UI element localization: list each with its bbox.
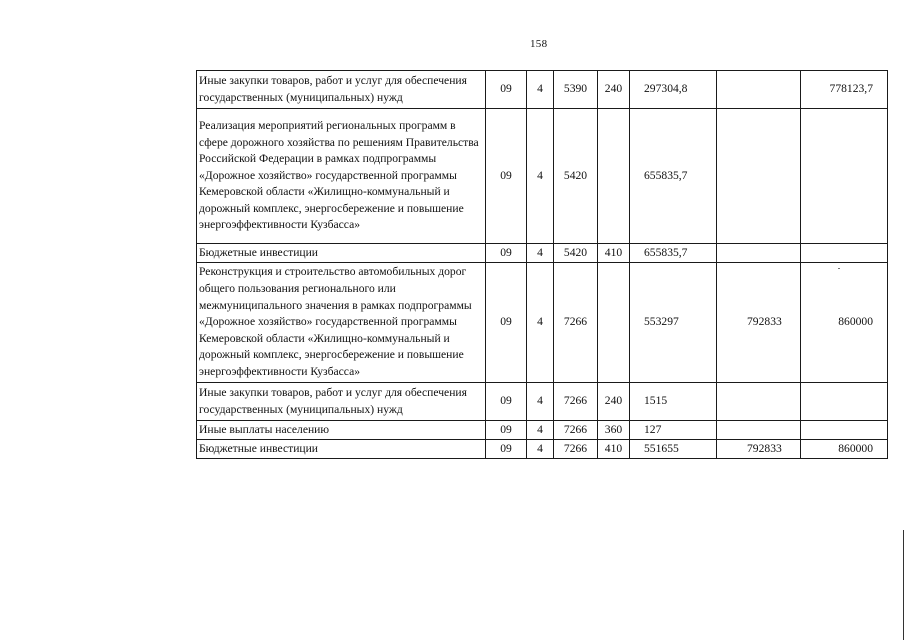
row-name: Иные выплаты населению (197, 421, 486, 440)
table-row (197, 440, 888, 459)
vr-cell: 240 (598, 383, 630, 421)
cs-cell: 5420 (554, 109, 598, 244)
year2-cell: 792833 (717, 440, 801, 459)
rz-cell: 09 (486, 244, 527, 263)
table-row (197, 244, 888, 263)
year1-cell: 1515 (630, 383, 717, 421)
year3-cell (801, 109, 888, 244)
year2-cell (717, 421, 801, 440)
year2-cell (717, 244, 801, 263)
scan-speck (838, 268, 840, 269)
cs-cell: 5390 (554, 71, 598, 109)
year1-cell: 553297 (630, 263, 717, 383)
year2-cell (717, 383, 801, 421)
vr-cell: 360 (598, 421, 630, 440)
rz-cell: 09 (486, 71, 527, 109)
row-name: Реконструкция и строительство автомобильных дорог общего пользования регионального или межмуниципального значения в рамках подпрограммы «Дорожное хозяйство» государственной программы Кемеровской области «Жилищно-коммунальный и дорожный комплекс, энергосбережение и повышение энергоэффективности Кузбасса» (197, 263, 486, 383)
cs-cell: 5420 (554, 244, 598, 263)
vr-cell (598, 109, 630, 244)
scan-edge-line (903, 530, 904, 640)
pr-cell: 4 (527, 440, 554, 459)
pr-cell: 4 (527, 383, 554, 421)
rz-cell: 09 (486, 440, 527, 459)
table-row (197, 263, 888, 383)
row-name: Иные закупки товаров, работ и услуг для обеспечения государственных (муниципальных) нужд (197, 383, 486, 421)
year1-cell: 551655 (630, 440, 717, 459)
rz-cell: 09 (486, 421, 527, 440)
table-row (197, 71, 888, 109)
year3-cell (801, 244, 888, 263)
year1-cell: 655835,7 (630, 244, 717, 263)
cs-cell: 7266 (554, 263, 598, 383)
pr-cell: 4 (527, 71, 554, 109)
row-name: Бюджетные инвестиции (197, 440, 486, 459)
row-name: Бюджетные инвестиции (197, 244, 486, 263)
vr-cell: 240 (598, 71, 630, 109)
year1-cell: 655835,7 (630, 109, 717, 244)
table-row (197, 421, 888, 440)
year3-cell: 860000 (801, 263, 888, 383)
rz-cell: 09 (486, 109, 527, 244)
year2-cell (717, 71, 801, 109)
rz-cell: 09 (486, 383, 527, 421)
table-row (197, 383, 888, 421)
vr-cell (598, 263, 630, 383)
year3-cell (801, 421, 888, 440)
year1-cell: 127 (630, 421, 717, 440)
page-number: 158 (530, 38, 548, 50)
cs-cell: 7266 (554, 383, 598, 421)
row-name: Иные закупки товаров, работ и услуг для обеспечения государственных (муниципальных) нужд (197, 71, 486, 109)
pr-cell: 4 (527, 263, 554, 383)
year3-cell: 860000 (801, 440, 888, 459)
table-row (197, 109, 888, 244)
year3-cell (801, 383, 888, 421)
year2-cell: 792833 (717, 263, 801, 383)
pr-cell: 4 (527, 244, 554, 263)
pr-cell: 4 (527, 109, 554, 244)
row-name: Реализация мероприятий региональных программ в сфере дорожного хозяйства по решениям Правительства Российской Федерации в рамках подпрограммы «Дорожное хозяйство» государственной программы Кемеровской области «Жилищно-коммунальный и дорожный комплекс, энергосбережение и повышение энергоэффективности Кузбасса» (197, 109, 486, 244)
year2-cell (717, 109, 801, 244)
year1-cell: 297304,8 (630, 71, 717, 109)
cs-cell: 7266 (554, 421, 598, 440)
vr-cell: 410 (598, 440, 630, 459)
year3-cell: 778123,7 (801, 71, 888, 109)
budget-table (196, 70, 888, 459)
vr-cell: 410 (598, 244, 630, 263)
cs-cell: 7266 (554, 440, 598, 459)
pr-cell: 4 (527, 421, 554, 440)
rz-cell: 09 (486, 263, 527, 383)
